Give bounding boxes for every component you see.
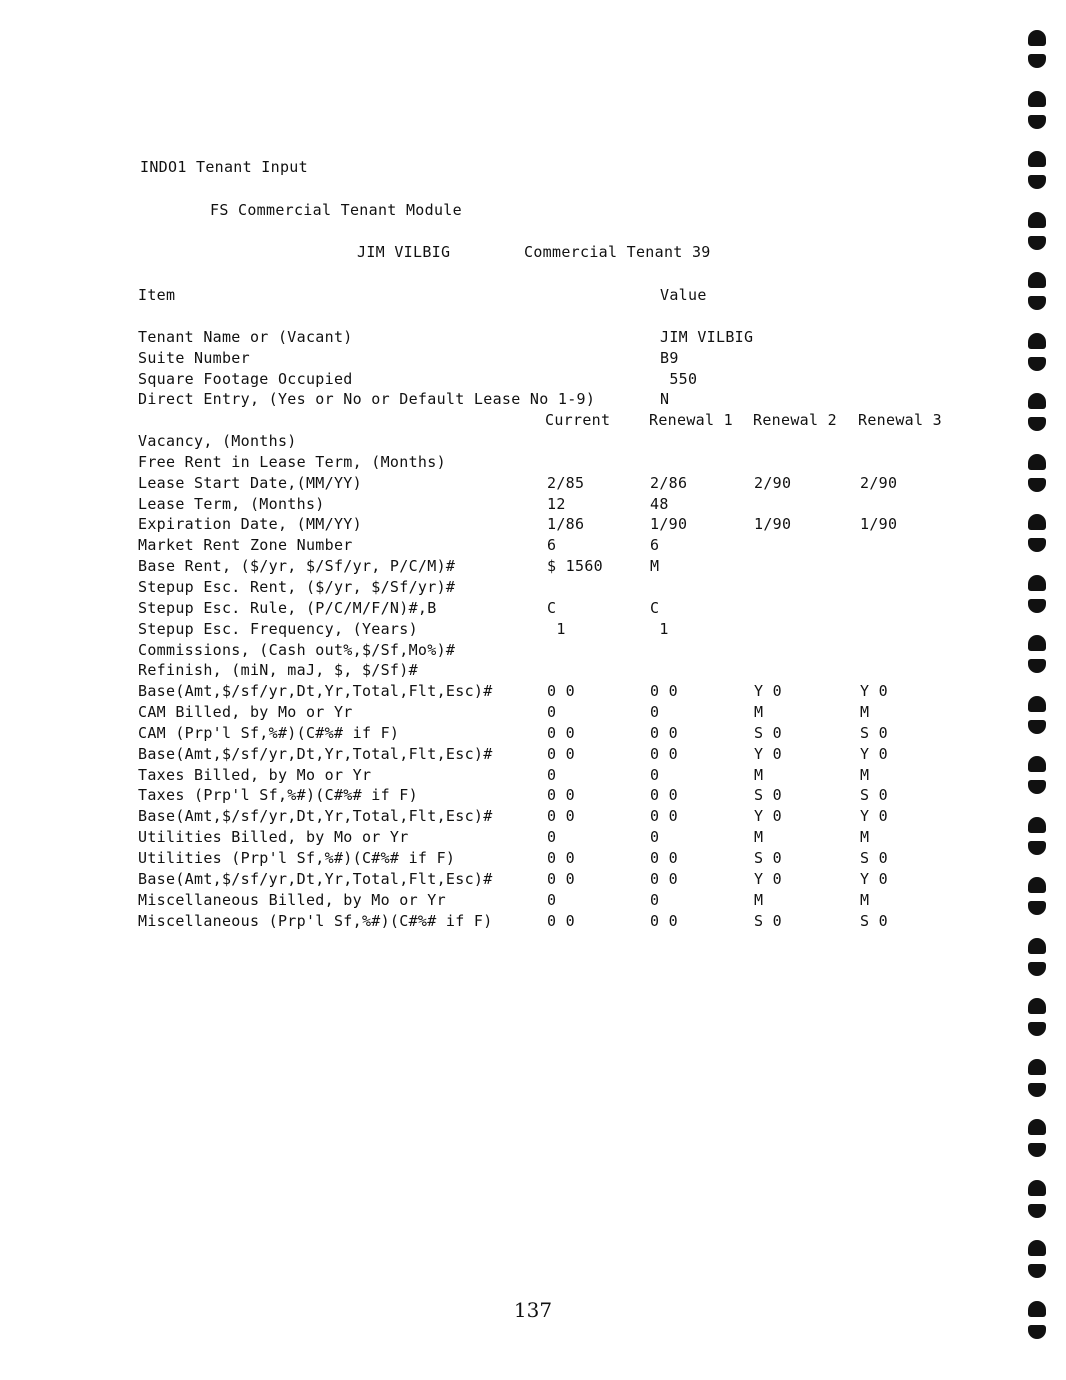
binding-hole-bottom <box>1028 720 1046 734</box>
binding-hole-bottom <box>1028 115 1046 129</box>
binding-hole <box>1026 1301 1048 1345</box>
renewal-3-value[interactable]: S 0 <box>860 849 888 867</box>
binding-hole-top <box>1028 514 1046 530</box>
renewal-1-value[interactable]: 0 <box>650 703 660 721</box>
renewal-1-value[interactable]: 0 0 <box>650 912 678 930</box>
binding-hole <box>1026 151 1048 195</box>
renewal-1-value[interactable]: 0 0 <box>650 807 678 825</box>
renewal-3-value[interactable]: M <box>860 828 870 846</box>
row-label: Base Rent, ($/yr, $/Sf/yr, P/C/M)# <box>138 557 456 575</box>
binding-hole-top <box>1028 272 1046 288</box>
renewal-3-value[interactable]: 2/90 <box>860 474 898 492</box>
row-label: Base(Amt,$/sf/yr,Dt,Yr,Total,Flt,Esc)# <box>138 682 493 700</box>
row-label: Commissions, (Cash out%,$/Sf,Mo%)# <box>138 641 456 659</box>
renewal-3-value[interactable]: Y 0 <box>860 682 888 700</box>
binding-hole-bottom <box>1028 1264 1046 1278</box>
current-value[interactable]: 6 <box>547 536 557 554</box>
binding-hole-top <box>1028 1119 1046 1135</box>
binding-hole-bottom <box>1028 599 1046 613</box>
renewal-1-value[interactable]: 0 0 <box>650 786 678 804</box>
binding-hole-bottom <box>1028 841 1046 855</box>
binding-hole-top <box>1028 454 1046 470</box>
row-label: Market Rent Zone Number <box>138 536 353 554</box>
renewal-2-value[interactable]: M <box>754 828 764 846</box>
renewal-3-value[interactable]: S 0 <box>860 724 888 742</box>
renewal-2-value[interactable]: M <box>754 891 764 909</box>
renewal-1-value[interactable]: 0 0 <box>650 724 678 742</box>
page-number: 137 <box>513 1298 553 1322</box>
binding-hole <box>1026 817 1048 861</box>
current-value[interactable]: C <box>547 599 557 617</box>
renewal-2-value[interactable]: M <box>754 766 764 784</box>
field-label: Suite Number <box>138 349 250 367</box>
binding-hole-top <box>1028 1059 1046 1075</box>
renewal-3-value[interactable]: M <box>860 703 870 721</box>
renewal-3-value[interactable]: Y 0 <box>860 807 888 825</box>
row-label: Stepup Esc. Frequency, (Years) <box>138 620 418 638</box>
binding-hole-top <box>1028 877 1046 893</box>
renewal-3-value[interactable]: M <box>860 766 870 784</box>
renewal-2-value[interactable]: S 0 <box>754 724 782 742</box>
renewal-3-value[interactable]: S 0 <box>860 786 888 804</box>
row-label: Utilities Billed, by Mo or Yr <box>138 828 409 846</box>
binding-hole-bottom <box>1028 236 1046 250</box>
row-label: Taxes Billed, by Mo or Yr <box>138 766 372 784</box>
tenant-name-heading: JIM VILBIG <box>357 243 451 261</box>
binding-hole-top <box>1028 938 1046 954</box>
binding-hole <box>1026 575 1048 619</box>
binding-hole-bottom <box>1028 538 1046 552</box>
row-label: Base(Amt,$/sf/yr,Dt,Yr,Total,Flt,Esc)# <box>138 870 493 888</box>
binding-hole <box>1026 1059 1048 1103</box>
current-value[interactable]: 0 <box>547 766 557 784</box>
spiral-binding <box>1026 30 1052 1360</box>
direct-entry-value[interactable]: N <box>660 390 670 408</box>
binding-hole-top <box>1028 333 1046 349</box>
tenant-id-heading: Commercial Tenant 39 <box>524 243 711 261</box>
field-value[interactable]: 550 <box>660 370 698 388</box>
current-value[interactable]: 0 0 <box>547 807 575 825</box>
binding-hole-bottom <box>1028 54 1046 68</box>
binding-hole <box>1026 30 1048 74</box>
row-label: Free Rent in Lease Term, (Months) <box>138 453 446 471</box>
binding-hole-bottom <box>1028 901 1046 915</box>
binding-hole-bottom <box>1028 1143 1046 1157</box>
current-value[interactable]: $ 1560 <box>547 557 603 575</box>
binding-hole <box>1026 514 1048 558</box>
row-label: Miscellaneous (Prp'l Sf,%#)(C#%# if F) <box>138 912 493 930</box>
current-value[interactable]: 12 <box>547 495 566 513</box>
current-value[interactable]: 0 <box>547 703 557 721</box>
binding-hole-top <box>1028 1240 1046 1256</box>
binding-hole <box>1026 1180 1048 1224</box>
current-value[interactable]: 1 <box>547 620 566 638</box>
binding-hole <box>1026 454 1048 498</box>
binding-hole-top <box>1028 696 1046 712</box>
binding-hole <box>1026 938 1048 982</box>
column-header-renewal-1: Renewal 1 <box>649 411 733 429</box>
renewal-1-value[interactable]: 1 <box>650 620 669 638</box>
column-header-current: Current <box>545 411 611 429</box>
binding-hole <box>1026 91 1048 135</box>
binding-hole-top <box>1028 575 1046 591</box>
renewal-1-value[interactable]: 0 <box>650 766 660 784</box>
renewal-3-value[interactable]: 1/90 <box>860 515 898 533</box>
binding-hole-top <box>1028 151 1046 167</box>
row-label: CAM Billed, by Mo or Yr <box>138 703 353 721</box>
binding-hole <box>1026 393 1048 437</box>
renewal-3-value[interactable]: S 0 <box>860 912 888 930</box>
current-value[interactable]: 0 0 <box>547 849 575 867</box>
binding-hole <box>1026 1240 1048 1284</box>
renewal-2-value[interactable]: S 0 <box>754 849 782 867</box>
column-header-value: Value <box>660 286 707 304</box>
renewal-2-value[interactable]: S 0 <box>754 912 782 930</box>
renewal-3-value[interactable]: Y 0 <box>860 745 888 763</box>
renewal-1-value[interactable]: 48 <box>650 495 669 513</box>
row-label: Vacancy, (Months) <box>138 432 297 450</box>
binding-hole-top <box>1028 30 1046 46</box>
binding-hole <box>1026 877 1048 921</box>
renewal-1-value[interactable]: 1/90 <box>650 515 688 533</box>
row-label: Stepup Esc. Rule, (P/C/M/F/N)#,B <box>138 599 437 617</box>
row-label: Base(Amt,$/sf/yr,Dt,Yr,Total,Flt,Esc)# <box>138 807 493 825</box>
field-label: Square Footage Occupied <box>138 370 353 388</box>
row-label: Lease Term, (Months) <box>138 495 325 513</box>
row-label: Lease Start Date,(MM/YY) <box>138 474 362 492</box>
row-label: Expiration Date, (MM/YY) <box>138 515 362 533</box>
binding-hole <box>1026 212 1048 256</box>
binding-hole-bottom <box>1028 417 1046 431</box>
renewal-2-value[interactable]: Y 0 <box>754 870 782 888</box>
binding-hole-bottom <box>1028 1204 1046 1218</box>
current-value[interactable]: 2/85 <box>547 474 585 492</box>
field-label: Tenant Name or (Vacant) <box>138 328 353 346</box>
binding-hole-top <box>1028 635 1046 651</box>
binding-hole-bottom <box>1028 175 1046 189</box>
current-value[interactable]: 0 0 <box>547 786 575 804</box>
renewal-1-value[interactable]: 6 <box>650 536 660 554</box>
binding-hole <box>1026 272 1048 316</box>
renewal-1-value[interactable]: 0 0 <box>650 849 678 867</box>
field-value[interactable]: B9 <box>660 349 679 367</box>
renewal-3-value[interactable]: M <box>860 891 870 909</box>
binding-hole-top <box>1028 1180 1046 1196</box>
renewal-2-value[interactable]: M <box>754 703 764 721</box>
row-label: Refinish, (miN, maJ, $, $/Sf)# <box>138 661 418 679</box>
renewal-3-value[interactable]: Y 0 <box>860 870 888 888</box>
binding-hole-bottom <box>1028 780 1046 794</box>
row-label: Taxes (Prp'l Sf,%#)(C#%# if F) <box>138 786 418 804</box>
binding-hole-bottom <box>1028 357 1046 371</box>
renewal-2-value[interactable]: Y 0 <box>754 745 782 763</box>
current-value[interactable]: 0 <box>547 891 557 909</box>
binding-hole <box>1026 696 1048 740</box>
current-value[interactable]: 0 0 <box>547 912 575 930</box>
renewal-2-value[interactable]: S 0 <box>754 786 782 804</box>
current-value[interactable]: 0 0 <box>547 870 575 888</box>
column-header-renewal-2: Renewal 2 <box>753 411 837 429</box>
binding-hole-bottom <box>1028 478 1046 492</box>
binding-hole-top <box>1028 756 1046 772</box>
binding-hole-bottom <box>1028 962 1046 976</box>
binding-hole-top <box>1028 1301 1046 1317</box>
field-value[interactable]: JIM VILBIG <box>660 328 754 346</box>
binding-hole-top <box>1028 817 1046 833</box>
renewal-1-value[interactable]: 0 0 <box>650 745 678 763</box>
row-label: Utilities (Prp'l Sf,%#)(C#%# if F) <box>138 849 456 867</box>
renewal-2-value[interactable]: Y 0 <box>754 682 782 700</box>
renewal-1-value[interactable]: 0 0 <box>650 870 678 888</box>
binding-hole-bottom <box>1028 296 1046 310</box>
binding-hole-top <box>1028 998 1046 1014</box>
binding-hole-bottom <box>1028 1083 1046 1097</box>
binding-hole <box>1026 998 1048 1042</box>
binding-hole <box>1026 333 1048 377</box>
renewal-1-value[interactable]: M <box>650 557 660 575</box>
binding-hole-top <box>1028 393 1046 409</box>
row-label: Miscellaneous Billed, by Mo or Yr <box>138 891 446 909</box>
renewal-1-value[interactable]: 0 0 <box>650 682 678 700</box>
binding-hole <box>1026 1119 1048 1163</box>
renewal-1-value[interactable]: 0 <box>650 891 660 909</box>
row-label: CAM (Prp'l Sf,%#)(C#%# if F) <box>138 724 400 742</box>
binding-hole <box>1026 635 1048 679</box>
renewal-2-value[interactable]: 2/90 <box>754 474 792 492</box>
binding-hole <box>1026 756 1048 800</box>
module-title: FS Commercial Tenant Module <box>210 201 462 219</box>
current-value[interactable]: 0 0 <box>547 724 575 742</box>
renewal-2-value[interactable]: Y 0 <box>754 807 782 825</box>
row-label: Base(Amt,$/sf/yr,Dt,Yr,Total,Flt,Esc)# <box>138 745 493 763</box>
column-header-renewal-3: Renewal 3 <box>858 411 942 429</box>
renewal-1-value[interactable]: 0 <box>650 828 660 846</box>
row-label: Stepup Esc. Rent, ($/yr, $/Sf/yr)# <box>138 578 456 596</box>
renewal-2-value[interactable]: 1/90 <box>754 515 792 533</box>
binding-hole-bottom <box>1028 1022 1046 1036</box>
renewal-1-value[interactable]: 2/86 <box>650 474 688 492</box>
renewal-1-value[interactable]: C <box>650 599 660 617</box>
binding-hole-bottom <box>1028 659 1046 673</box>
current-value[interactable]: 1/86 <box>547 515 585 533</box>
binding-hole-bottom <box>1028 1325 1046 1339</box>
column-header-item: Item <box>138 286 176 304</box>
binding-hole-top <box>1028 91 1046 107</box>
current-value[interactable]: 0 <box>547 828 557 846</box>
binding-hole-top <box>1028 212 1046 228</box>
current-value[interactable]: 0 0 <box>547 745 575 763</box>
current-value[interactable]: 0 0 <box>547 682 575 700</box>
direct-entry-label: Direct Entry, (Yes or No or Default Lease No 1-9) <box>138 390 596 408</box>
screen-title: INDO1 Tenant Input <box>140 158 308 176</box>
